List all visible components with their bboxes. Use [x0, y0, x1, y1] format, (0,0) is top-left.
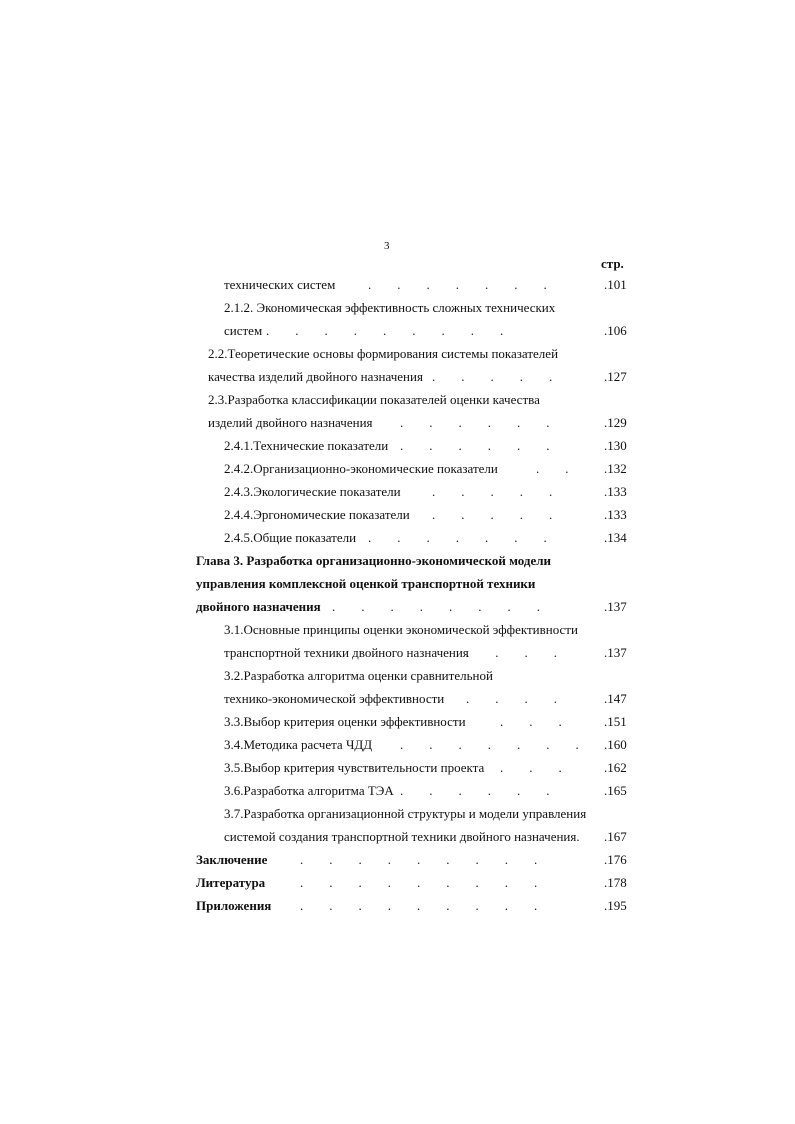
toc-entry-text: 3.3.Выбор критерия оценки эффективности	[224, 714, 466, 729]
toc-entry-text: 2.3.Разработка классификации показателей оценки качества	[208, 392, 540, 407]
toc-entry-dots: . . . . . .	[400, 415, 550, 430]
toc-entry-dots: . . . . . . .	[368, 530, 547, 545]
page-number: 3	[384, 240, 390, 252]
toc-entry-page: .133	[604, 484, 627, 499]
toc-entry-text: систем	[224, 323, 263, 338]
toc-entry-text: качества изделий двойного назначения	[208, 369, 423, 384]
toc-entry-text: 2.4.4.Эргономические показатели	[224, 507, 410, 522]
toc-entry-text: 2.4.2.Организационно-экономические показатели	[224, 461, 498, 476]
toc-entry-dots: . . . . . . . .	[332, 599, 540, 614]
toc-entry-text: 3.5.Выбор критерия чувствительности проекта	[224, 760, 485, 775]
toc-entry-dots: . . . . . . . . .	[300, 852, 538, 867]
toc-entry-dots: . . . . . .	[400, 783, 550, 798]
toc-entry-dots: . . . .	[466, 645, 557, 660]
toc-entry-page: .167	[604, 829, 627, 844]
toc-section-title: Заключение	[196, 852, 268, 867]
toc-entry-page: .195	[604, 898, 627, 913]
toc-entry-dots: . . . . . . .	[400, 737, 579, 752]
page-column-header: стр.	[601, 256, 624, 271]
toc-entry-page: .101	[604, 277, 627, 292]
toc-entry-page: .129	[604, 415, 627, 430]
toc-entry-page: .137	[604, 599, 627, 614]
toc-entry-page: .176	[604, 852, 627, 867]
toc-entry-page: .106	[604, 323, 627, 338]
toc-entry-page: .160	[604, 737, 627, 752]
toc-entry-text: транспортной техники двойного назначения	[224, 645, 469, 660]
toc-entry-text: 2.1.2. Экономическая эффективность сложных технических	[224, 300, 556, 315]
toc-chapter-title: Глава 3. Разработка организационно-экономической модели	[196, 553, 552, 568]
toc-entry-dots: . . .	[500, 760, 562, 775]
toc-entry-dots: . . .	[500, 714, 562, 729]
toc-section-title: Литература	[196, 875, 266, 890]
toc-entry-text: 2.4.1.Технические показатели	[224, 438, 389, 453]
toc-entry-text: технических систем	[224, 277, 336, 292]
toc-section-title: Приложения	[196, 898, 272, 913]
toc-entry-dots: . . . . . . . . .	[300, 875, 538, 890]
toc-entry-dots: . . . .	[466, 691, 557, 706]
toc-entry-page: .133	[604, 507, 627, 522]
toc-entry-dots: . . . . . . . . .	[300, 898, 538, 913]
toc-entry-dots: . . . . .	[432, 369, 553, 384]
toc-chapter-title: управления комплексной оценкой транспортной техники	[196, 576, 536, 591]
toc-chapter-title: двойного назначения	[196, 599, 321, 614]
toc-entry-dots: . . . . .	[432, 507, 553, 522]
toc-entry-text: системой создания транспортной техники двойного назначения.	[224, 829, 580, 844]
toc-entry-text: 3.4.Методика расчета ЧДД	[224, 737, 373, 752]
toc-entry-page: .134	[604, 530, 627, 545]
toc-entry-text: 2.4.3.Экологические показатели	[224, 484, 401, 499]
toc-entry-dots: . . . . .	[432, 484, 553, 499]
toc-entry-text: технико-экономической эффективности	[224, 691, 445, 706]
toc-entry-text: 2.4.5.Общие показатели	[224, 530, 357, 545]
toc-entry-page: .147	[604, 691, 627, 706]
toc-entry-page: .132	[604, 461, 627, 476]
toc-entry-dots: . . . . . . .	[368, 277, 547, 292]
toc-entry-page: .165	[604, 783, 627, 798]
toc-entry-page: .178	[604, 875, 627, 890]
toc-entry-page: .137	[604, 645, 627, 660]
toc-entry-dots: . . . . . . . . .	[266, 323, 504, 338]
toc-entry-text: 3.6.Разработка алгоритма ТЭА	[224, 783, 394, 798]
toc-entry-text: 3.7.Разработка организационной структуры и модели управления	[224, 806, 587, 821]
toc-entry-text: 3.2.Разработка алгоритма оценки сравнительной	[224, 668, 493, 683]
toc-entry-dots: . .	[536, 461, 569, 476]
toc-entry-text: изделий двойного назначения	[208, 415, 373, 430]
toc-entry-page: .127	[604, 369, 627, 384]
toc-entry-text: 3.1.Основные принципы оценки экономической эффективности	[224, 622, 578, 637]
toc-entry-text: 2.2.Теоретические основы формирования системы показателей	[208, 346, 559, 361]
toc-entry-page: .151	[604, 714, 627, 729]
toc-entry-page: .162	[604, 760, 627, 775]
toc-entry-dots: . . . . . .	[400, 438, 550, 453]
toc-entry-page: .130	[604, 438, 627, 453]
